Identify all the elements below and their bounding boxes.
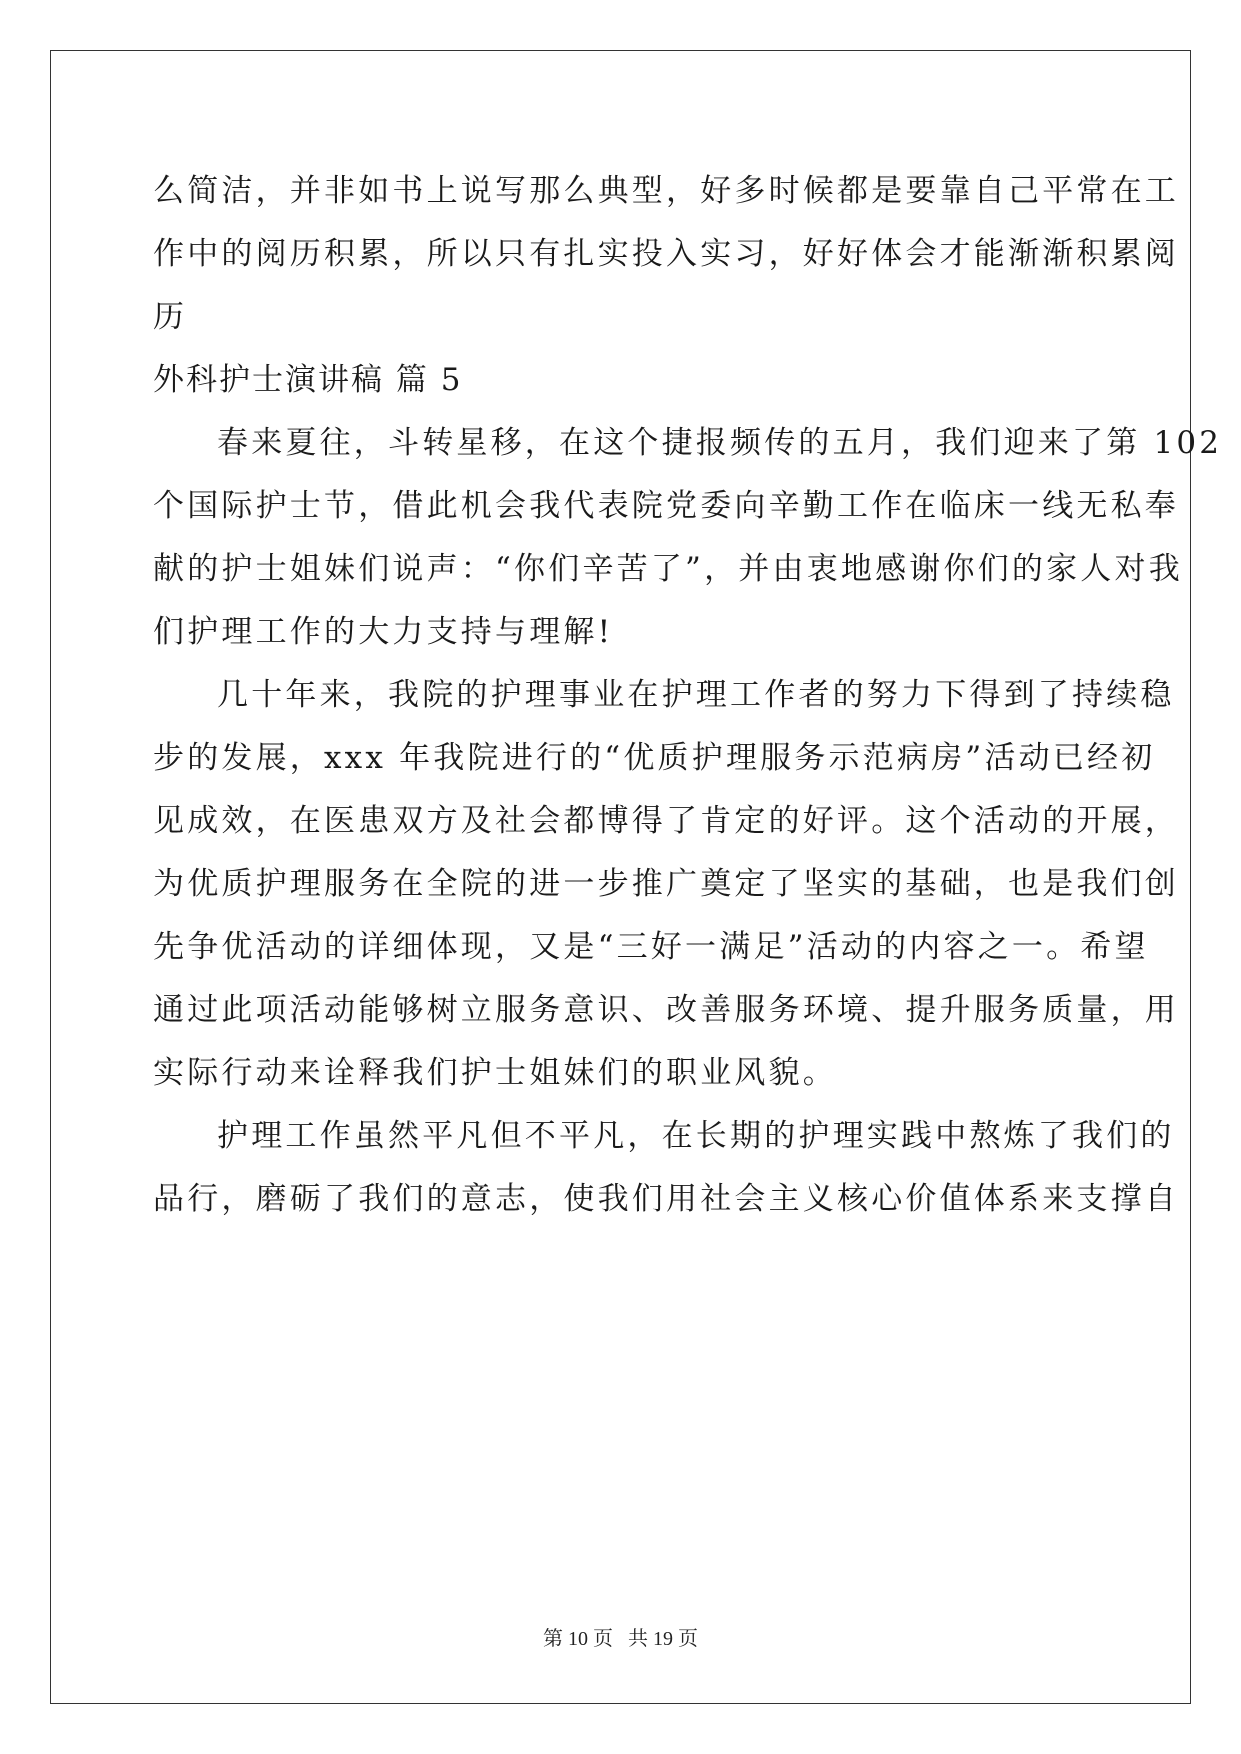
text-line: 几十年来，我院的护理事业在护理工作者的努力下得到了持续稳 (217, 677, 1175, 713)
text-line: 么简洁，并非如书上说写那么典型，好多时候都是要靠自己平常在工 (153, 173, 1179, 209)
text-line: 护理工作虽然平凡但不平凡，在长期的护理实践中熬炼了我们的 (217, 1118, 1175, 1154)
text-line: 们护理工作的大力支持与理解! (153, 614, 614, 650)
text-line: 春来夏往，斗转星移，在这个捷报频传的五月，我们迎来了第 102 (217, 425, 1223, 461)
text-line: 历 (153, 299, 188, 335)
document-body (153, 160, 1223, 1231)
text-line: 为优质护理服务在全院的进一步推广奠定了坚实的基础，也是我们创 (153, 866, 1179, 902)
text-line: 见成效，在医患双方及社会都博得了肯定的好评。这个活动的开展， (153, 803, 1179, 839)
text-line: 作中的阅历积累，所以只有扎实投入实习，好好体会才能渐渐积累阅 (153, 236, 1179, 272)
text-line: 个国际护士节，借此机会我代表院党委向辛勤工作在临床一线无私奉 (153, 488, 1179, 524)
section-heading: 外科护士演讲稿 篇 5 (153, 362, 463, 398)
text-line: 先争优活动的详细体现，又是“三好一满足”活动的内容之一。希望 (153, 929, 1149, 965)
page-number: 第 10 页 共 19 页 (543, 1628, 698, 1650)
text-line: 品行，磨砺了我们的意志，使我们用社会主义核心价值体系来支撑自 (153, 1181, 1179, 1217)
page-footer (0, 1622, 1241, 1651)
text-line: 步的发展，xxx 年我院进行的“优质护理服务示范病房”活动已经初 (153, 740, 1156, 776)
text-line: 献的护士姐妹们说声：“你们辛苦了”，并由衷地感谢你们的家人对我 (153, 551, 1183, 587)
text-line: 实际行动来诠释我们护士姐妹们的职业风貌。 (153, 1055, 837, 1091)
text-line: 通过此项活动能够树立服务意识、改善服务环境、提升服务质量，用 (153, 992, 1179, 1028)
